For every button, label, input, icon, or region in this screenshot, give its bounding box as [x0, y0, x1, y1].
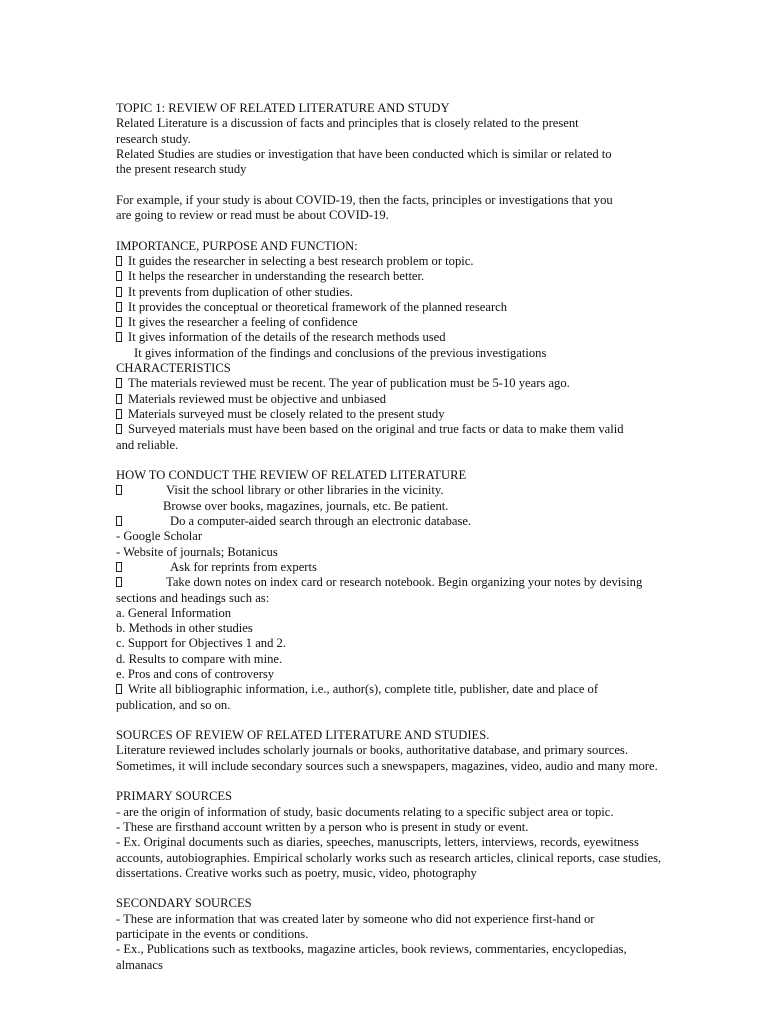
example-line1: For example, if your study is about COVID-19, then the facts, principles or investigations that you: [116, 192, 613, 207]
importance-item: It guides the researcher in selecting a best research problem or topic.: [116, 254, 732, 269]
document-page: [116, 101, 732, 973]
related-literature-def-line1: Related Literature is a discussion of facts and principles that is closely related to the present: [116, 116, 579, 131]
topic-title: TOPIC 1: REVIEW OF RELATED LITERATURE AND STUDY: [116, 101, 450, 115]
importance-item: It gives the researcher a feeling of confidence: [116, 315, 732, 330]
importance-item: It gives information of the details of the research methods used: [116, 330, 732, 345]
bullet-box-icon: [116, 424, 122, 434]
example-line2: are going to review or read must be about COVID-19.: [116, 208, 389, 223]
bullet-box-icon: [116, 317, 122, 327]
characteristics-continuation: and reliable.: [116, 437, 179, 452]
how-to-step: Do a computer-aided search through an electronic database.: [116, 514, 732, 529]
how-to-step: Take down notes on index card or research notebook. Begin organizing your notes by devising: [116, 575, 732, 590]
spacer: [116, 223, 732, 238]
how-to-sub-item: c. Support for Objectives 1 and 2.: [116, 636, 286, 651]
how-to-step-continuation: sections and headings such as:: [116, 590, 270, 605]
bullet-box-icon: [116, 409, 122, 419]
bullet-box-icon: [116, 332, 122, 342]
importance-item: It prevents from duplication of other studies.: [116, 285, 732, 300]
spacer: [116, 177, 732, 192]
how-to-sub-item: b. Methods in other studies: [116, 621, 253, 636]
secondary-line: - These are information that was created later by someone who did not experience first-hand or: [116, 911, 595, 926]
primary-line: - Ex. Original documents such as diaries, speeches, manuscripts, letters, interviews, records, eyewitness: [116, 835, 639, 850]
primary-line: - are the origin of information of study, basic documents relating to a specific subject area or topic.: [116, 804, 614, 819]
bullet-box-icon: [116, 378, 122, 388]
characteristics-heading: CHARACTERISTICS: [116, 361, 231, 376]
how-to-dash-item: - Google Scholar: [116, 529, 203, 544]
bullet-box-icon: [116, 287, 122, 297]
how-to-sub-item: e. Pros and cons of controversy: [116, 666, 275, 681]
how-to-dash-item: - Website of journals; Botanicus: [116, 544, 278, 559]
spacer: [116, 713, 732, 728]
characteristics-item: Materials reviewed must be objective and unbiased: [116, 392, 732, 407]
how-to-step-continuation: publication, and so on.: [116, 697, 231, 712]
spacer: [116, 453, 732, 468]
related-studies-def-line1: Related Studies are studies or investigation that have been conducted which is similar or related to: [116, 146, 612, 161]
secondary-line: participate in the events or conditions.: [116, 927, 309, 942]
how-to-step: Ask for reprints from experts: [116, 560, 732, 575]
how-to-heading: HOW TO CONDUCT THE REVIEW OF RELATED LITERATURE: [116, 468, 467, 483]
secondary-line: - Ex., Publications such as textbooks, magazine articles, book reviews, commentaries, encyclopedias,: [116, 942, 627, 957]
bullet-box-icon: [116, 271, 122, 281]
bullet-box-icon: [116, 577, 122, 587]
importance-item-last: It gives information of the findings and conclusions of the previous investigations: [134, 345, 547, 360]
bullet-box-icon: [116, 516, 122, 526]
importance-item: It helps the researcher in understanding the research better.: [116, 269, 732, 284]
sources-heading: SOURCES OF REVIEW OF RELATED LITERATURE AND STUDIES.: [116, 728, 490, 743]
secondary-line: almanacs: [116, 957, 163, 972]
bullet-box-icon: [116, 562, 122, 572]
sources-line: Literature reviewed includes scholarly journals or books, authoritative database, and primary sources.: [116, 743, 628, 758]
characteristics-item: Materials surveyed must be closely related to the present study: [116, 407, 732, 422]
characteristics-item: Surveyed materials must have been based on the original and true facts or data to make them valid: [116, 422, 732, 437]
related-literature-def-line2: research study.: [116, 131, 191, 146]
primary-line: - These are firsthand account written by a person who is present in study or event.: [116, 819, 529, 834]
bullet-box-icon: [116, 256, 122, 266]
spacer: [116, 774, 732, 789]
bullet-box-icon: [116, 394, 122, 404]
primary-line: dissertations. Creative works such as poetry, music, video, photography: [116, 865, 477, 880]
how-to-sub-item: a. General Information: [116, 605, 232, 620]
sources-line: Sometimes, it will include secondary sources such a snewspapers, magazines, video, audio and many more.: [116, 758, 658, 773]
importance-item: It provides the conceptual or theoretical framework of the planned research: [116, 300, 732, 315]
spacer: [116, 881, 732, 896]
primary-line: accounts, autobiographies. Empirical scholarly works such as research articles, clinical reports, case studies,: [116, 850, 662, 865]
secondary-heading: SECONDARY SOURCES: [116, 896, 252, 911]
bullet-box-icon: [116, 485, 122, 495]
characteristics-item: The materials reviewed must be recent. The year of publication must be 5-10 years ago.: [116, 376, 732, 391]
how-to-step: Visit the school library or other libraries in the vicinity.: [116, 483, 732, 498]
bullet-box-icon: [116, 684, 122, 694]
how-to-step-continuation: Browse over books, magazines, journals, etc. Be patient.: [163, 498, 449, 513]
importance-heading: IMPORTANCE, PURPOSE AND FUNCTION:: [116, 238, 358, 253]
related-studies-def-line2: the present research study: [116, 162, 247, 177]
primary-heading: PRIMARY SOURCES: [116, 789, 233, 804]
how-to-step: Write all bibliographic information, i.e., author(s), complete title, publisher, date and place of: [116, 682, 732, 697]
how-to-sub-item: d. Results to compare with mine.: [116, 651, 283, 666]
bullet-box-icon: [116, 302, 122, 312]
